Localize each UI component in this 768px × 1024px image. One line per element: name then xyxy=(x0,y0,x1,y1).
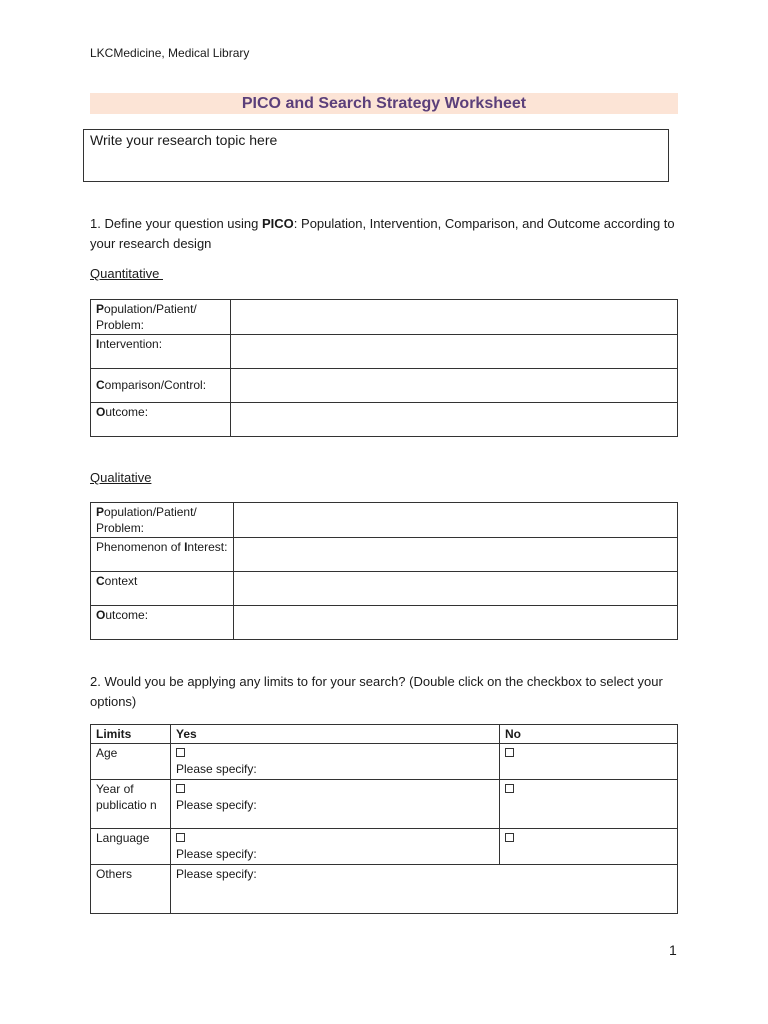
limits-table xyxy=(90,724,678,914)
qual-outcome-field[interactable] xyxy=(234,606,678,640)
question-2: 2. Would you be applying any limits to for your search? (Double click on the checkbox to select your options) xyxy=(90,674,663,709)
question-1-suffix: : Population, Intervention, Comparison, and Outcome according to your research design xyxy=(90,216,675,251)
table-row xyxy=(91,403,678,437)
please-specify-label: Please specify: xyxy=(176,798,257,812)
qualitative-table xyxy=(90,502,678,640)
quant-outcome-label: Outcome: xyxy=(91,403,231,437)
quant-population-label: Population/Patient/ Problem: xyxy=(91,300,231,335)
research-topic-box[interactable] xyxy=(83,129,669,182)
quant-comparison-label: Comparison/Control: xyxy=(91,369,231,403)
limit-age-no xyxy=(500,744,678,780)
quantitative-table xyxy=(90,299,678,437)
quant-intervention-label: Intervention: xyxy=(91,335,231,369)
table-row xyxy=(91,865,678,914)
please-specify-label: Please specify: xyxy=(176,847,257,861)
age-yes-checkbox[interactable] xyxy=(176,748,185,757)
limit-age-yes xyxy=(171,744,500,780)
table-row xyxy=(91,503,678,538)
limit-age-label: Age xyxy=(91,744,171,780)
limit-language-no xyxy=(500,829,678,865)
table-row xyxy=(91,300,678,335)
quantitative-label: Quantitative xyxy=(90,266,163,281)
question-1-bold: PICO xyxy=(262,216,294,231)
limit-others-label: Others xyxy=(91,865,171,914)
table-row xyxy=(91,829,678,865)
limit-others-field[interactable] xyxy=(171,865,678,914)
please-specify-label: Please specify: xyxy=(176,762,257,776)
qual-population-field[interactable] xyxy=(234,503,678,538)
limit-language-label: Language xyxy=(91,829,171,865)
header-org: LKCMedicine, Medical Library xyxy=(90,46,250,60)
quant-outcome-field[interactable] xyxy=(231,403,678,437)
page-title: PICO and Search Strategy Worksheet xyxy=(90,93,678,114)
page-number: 1 xyxy=(669,942,677,958)
language-yes-checkbox[interactable] xyxy=(176,833,185,842)
table-row xyxy=(91,369,678,403)
limits-header: Limits xyxy=(91,725,171,744)
table-header-row xyxy=(91,725,678,744)
no-header: No xyxy=(500,725,678,744)
year-yes-checkbox[interactable] xyxy=(176,784,185,793)
limit-language-yes xyxy=(171,829,500,865)
qual-population-label: Population/Patient/ Problem: xyxy=(91,503,234,538)
qual-context-label: Context xyxy=(91,572,234,606)
qual-context-field[interactable] xyxy=(234,572,678,606)
qual-phenomenon-label: Phenomenon of Interest: xyxy=(91,538,234,572)
quant-intervention-field[interactable] xyxy=(231,335,678,369)
question-1-prefix: 1. Define your question using xyxy=(90,216,262,231)
qual-outcome-label: Outcome: xyxy=(91,606,234,640)
limit-year-yes xyxy=(171,780,500,829)
table-row xyxy=(91,335,678,369)
please-specify-label: Please specify: xyxy=(176,867,257,881)
research-topic-placeholder: Write your research topic here xyxy=(90,132,278,148)
limit-year-no xyxy=(500,780,678,829)
qual-phenomenon-field[interactable] xyxy=(234,538,678,572)
question-1 xyxy=(90,214,690,254)
age-no-checkbox[interactable] xyxy=(505,748,514,757)
table-row xyxy=(91,780,678,829)
quant-comparison-field[interactable] xyxy=(231,369,678,403)
limit-year-label: Year of publicatio n xyxy=(91,780,171,829)
table-row xyxy=(91,744,678,780)
language-no-checkbox[interactable] xyxy=(505,833,514,842)
table-row xyxy=(91,538,678,572)
table-row xyxy=(91,572,678,606)
qualitative-label: Qualitative xyxy=(90,470,152,485)
table-row xyxy=(91,606,678,640)
yes-header: Yes xyxy=(171,725,500,744)
quant-population-field[interactable] xyxy=(231,300,678,335)
year-no-checkbox[interactable] xyxy=(505,784,514,793)
